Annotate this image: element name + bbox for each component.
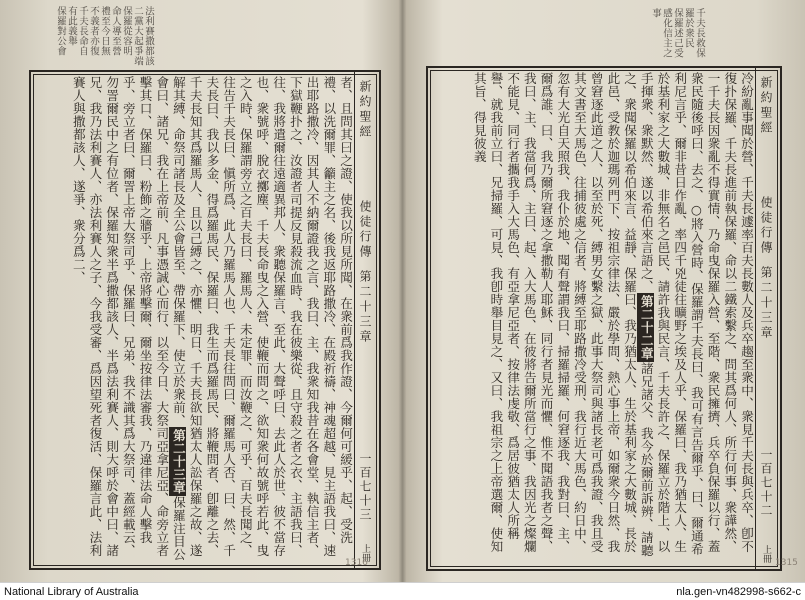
headnote: 保羅對公會: [55, 6, 66, 56]
headnote: 保羅從容明: [121, 6, 132, 56]
left-headnotes: [34, 6, 154, 66]
headnote: 千夫長救保: [694, 8, 705, 58]
headnote: 事: [650, 8, 661, 18]
headnote: 命人導至營: [110, 6, 121, 56]
volume-mark: 上冊: [761, 545, 771, 563]
right-headnotes: [625, 8, 705, 63]
headnote: 不義者亦復: [88, 6, 99, 56]
right-page: [403, 0, 805, 582]
volume-mark: 上冊: [360, 544, 370, 562]
footer-identifier: nla.gen-vn482998-s662-c: [676, 585, 801, 598]
headnote: 保羅述己受: [672, 8, 683, 58]
book-name: 使徒行傳: [759, 196, 773, 256]
headnote: 禮至今日無: [99, 6, 110, 56]
left-text-frame: [29, 70, 381, 570]
right-text-frame: [426, 66, 782, 571]
running-title: 新約聖經: [358, 80, 372, 140]
body-text-before-heading: 者、且問其曰之證、使我以所見所聞、在衆前爲我作證、今爾何可緩乎、起、受洗禮、以洗爾罪、籲主之名、後我返耶路撒冷、在殿祈禱、神魂超越、見主語我曰、速出耶路撒冷、因其人不納爾證我之言、我曰、主、我衆知我昔在各會堂、執信主者、下獄鞭扑之、汝證者司提反見殺流血時、我在彼樂從、且守殺之者之衣、主語我曰、往、我將遣爾往遠適異邦人、衆聽保羅言、至此、大聲呼曰、去此人於世、彼不當存也、衆號呼、脫衣擲塵、千夫長命曳之入營、使鞭而問之、欲知衆何故號呼若此、曳之入時、保羅謂旁立之百夫長曰、羅馬人、未定罪、而汝鞭之、可乎、百夫長聞之、往告千夫長曰、愼所爲、此人乃羅馬人也、千夫長往問曰、爾羅馬人否、曰、然、千夫長曰、我以多金、得爲羅馬民、保羅曰、我生而爲羅馬民、將鞭問者、卽離之去、千夫長知其爲羅馬人、且以己縛之、亦懼、明日、千夫長欲知猶太人訟保羅之故、遂解其縛、命祭司諸長及全公會皆至、帶保羅下、使立於衆前、: [170, 76, 353, 557]
pencil-note: 1316: [345, 558, 368, 568]
book-name: 使徒行傳: [358, 200, 372, 260]
headnote: 二黨大起爭端: [132, 6, 143, 66]
body-text-before-heading: 冷紛亂事聞於營、千夫長遽率百夫長數人及兵卒趨至衆中、衆見千夫長與兵卒、卽不復扑保羅、千夫長進前執保羅、命以二鐵索繫之、問其爲何人、所行何事、衆譁然、一千夫長因衆亂不得實情、乃命曳保羅入營、至階、衆民擁擠、兵卒負保羅以行、蓋衆民隨後呼曰、去之、○將入營時、保羅謂千夫長曰、我可有言告爾乎、曰、爾通希利尼言乎、爾非昔日作亂、率四千兇徒往曠野之埃及人乎、保羅曰、我乃猶太人、生於基利家之大數城、非無名之邑民、請許我與民言、千夫長許之、保羅立於階上、以手揮衆、衆默然、遂以希伯來言語之、: [638, 72, 754, 556]
left-page: [0, 0, 402, 582]
right-body-text: [432, 72, 754, 565]
footer-bar: [0, 582, 805, 600]
pencil-note: 1315: [775, 558, 798, 568]
page-number: 一百七十三: [358, 452, 372, 522]
page-number: 一百七十二: [759, 448, 773, 518]
chapter-label: 第二十三章: [759, 266, 773, 341]
headnote: 法利賽撒都該: [143, 6, 154, 66]
headnote: 千夫長命自: [77, 6, 88, 56]
running-title: 新約聖經: [759, 76, 773, 136]
chapter-label: 第二十三章: [358, 270, 372, 345]
body-text-after-heading: 保羅注目公會曰、諸兄、我在上帝前、凡事憑誠心而行、以至今日、大祭司亞拿尼亞、命旁立者擊其口、保羅曰、粉飾之牆乎、上帝將擊爾、爾坐按律法審我、乃違律法命人擊我乎、旁立者曰、爾詈上帝大祭司乎、保羅曰、兄弟、我不識其爲大祭司、蓋經載云、勿詈爾民中之有位者、保羅知衆半爲撒都該人、半爲法利賽人、則大呼於會中曰、諸兄、我乃法利賽人、亦法利賽人之子、今我受審、爲因望死者復活、保羅言此、法利賽人與撒都該人、遂爭、衆分爲二、: [70, 76, 186, 561]
footer-source: National Library of Australia: [4, 585, 139, 598]
left-side-rail: [354, 72, 379, 568]
body-text-after-heading: 諸兄諸父、我今於爾前訴辨、請聽之、衆聞保羅以希伯來言、益靜、保羅曰、我乃猶太人、生於基利家之大數城、長於此邑、受教於迦瑪列門下、按祖宗律法、嚴於學問、熱心事上帝、如爾衆今日然、我曾窘逐此道之人、以至於死、縛男女繫之獄、此事大祭司與諸長老可爲我證、我且受其文書至大馬色、往捕彼處之信者、將縛至耶路撒冷受刑、我行近大馬色、約日中、忽有大光自天照我、我仆於地、聞有聲謂我曰、掃羅掃羅、何窘逐我、我對曰、主、爾爲誰、曰、我乃爾所窘逐之拿撒勒人耶穌、同行者見光而懼、惟不聞語我者之聲、我曰、主、我當何爲、主曰、起、入大馬色、在彼將告爾所當行之事、我因光之燦爛不能見、同行者攜我手入大馬色、有亞拿尼亞者、按律法虔敬、爲居彼猶太人所稱譽、就我前立曰、兄掃羅、可見、我卽時舉目見之、又曰、我祖宗之上帝選爾、使知其旨、得見彼義: [471, 72, 654, 557]
headnote: 感化信主之: [661, 8, 672, 58]
left-body-text: [35, 76, 353, 564]
right-side-rail: [755, 68, 780, 569]
headnote: 有此義舉: [66, 6, 77, 46]
chapter-heading: 第二十三章: [170, 429, 186, 494]
headnote: 羅於衆民: [683, 8, 694, 48]
chapter-heading: 第二十二章: [638, 295, 654, 360]
